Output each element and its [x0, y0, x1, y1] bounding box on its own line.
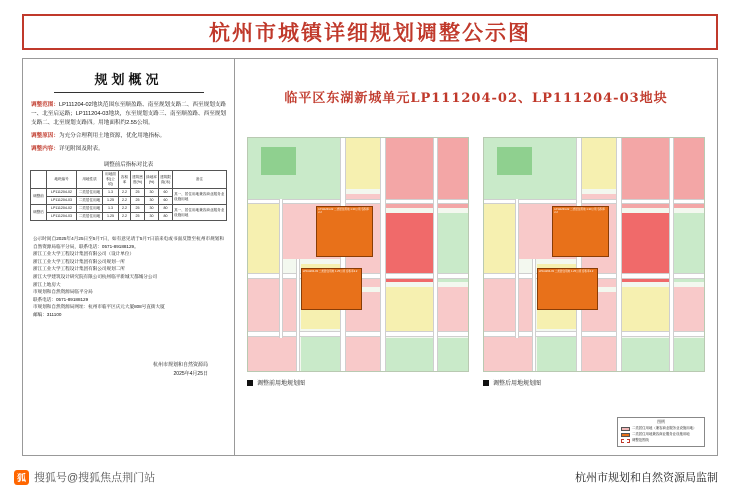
- paragraph-scope-text: LP111204-02地块范围东至顺盈路、南至规划支路二、西至规划支路一、北至启运路；LP111204-03地块，东至规划支路三、南至顺盈路、西至规划支路二、北至规划支路四。用地面积约2.55公顷。: [31, 102, 226, 126]
- row3-c3: 1.25: [103, 213, 119, 221]
- row0-c1: LP111204-02: [47, 189, 77, 197]
- highlight-parcel-02-label: LP111204-02 二类居住用地 1.30公顷 容积率2.2: [318, 207, 370, 215]
- th-7: 建筑限高(米): [159, 171, 173, 189]
- section-title: 规划概况: [94, 73, 163, 88]
- row1-c7: 60: [159, 197, 173, 205]
- footer-source: [14, 469, 155, 485]
- legend-swatch-boundary: [621, 439, 630, 443]
- highlight-parcel-02-label: LP111204-02 二类居住用地 1.30公顷 容积率2.2: [554, 207, 606, 215]
- map-after-caption-row: [483, 378, 705, 387]
- row3-c4: 2.2: [119, 213, 131, 221]
- th-3: 用地面积(公顷): [103, 171, 119, 189]
- map-subtitle: 临平区东湖新城单元LP111204-02、LP111204-03地块: [284, 91, 668, 106]
- legend-swatch-residential: [621, 427, 630, 431]
- contact-line: 浙江工业大学工程设计集团有限公司规划一所: [33, 258, 125, 264]
- index-comparison-table: [30, 170, 227, 221]
- contact-line: 浙江上地房大: [33, 281, 61, 287]
- row2-c1: LP111204-02: [47, 205, 77, 213]
- legend-title: 图例: [657, 420, 665, 424]
- left-column: [23, 59, 235, 455]
- table-header-row: [31, 171, 227, 189]
- row2-c0: 调整后: [31, 205, 47, 221]
- contact-line: 市规划和自然资源局临平分局: [33, 289, 93, 295]
- paragraph-reason: [23, 132, 234, 141]
- row0-c3: 1.3: [103, 189, 119, 197]
- map-before-wrap: [247, 137, 469, 387]
- title-divider: [54, 92, 204, 93]
- legend-item: [621, 438, 701, 443]
- signature-org: 杭州市规划和自然资源局: [152, 361, 208, 368]
- row2-c8: 其一、居住用地兼容商业服务业设施用地: [173, 205, 227, 221]
- th-0: [31, 171, 47, 189]
- contact-line: 联系电话：0571-89188129: [33, 296, 89, 302]
- row2-c2: 二类居住用地: [77, 205, 103, 213]
- row0-c6: 30: [145, 189, 159, 197]
- map-before-caption: 调整前用地规划图: [257, 381, 306, 387]
- contact-line: 公示时间自2025年4月25日至5月7日，如有意见请于5月7日前来电或书面反馈至杭州市规划和自然资源局临平分局，联系电话：0571-89188129。: [33, 236, 224, 249]
- row3-c2: 二类居住用地: [77, 213, 103, 221]
- paragraph-scope-label: 调整范围：: [31, 102, 59, 108]
- row0-c7: 60: [159, 189, 173, 197]
- row0-c5: 25: [131, 189, 145, 197]
- row0-c8: 其一、居住用地兼容商业服务业设施用地: [173, 189, 227, 205]
- paragraph-content: [23, 145, 234, 154]
- row1-c4: 2.2: [119, 197, 131, 205]
- highlight-parcel-03[interactable]: [537, 268, 599, 310]
- paragraph-reason-text: 为充分合理利用土地资源，优化用地指标。: [58, 133, 166, 139]
- row3-c5: 25: [131, 213, 145, 221]
- th-5: 建筑密度(%): [131, 171, 145, 189]
- maps-container: [247, 137, 705, 387]
- row2-c7: 80: [159, 205, 173, 213]
- legend-label: 二类居住用地兼容商业服务业设施用地: [632, 432, 690, 436]
- map-before-caption-row: [247, 378, 469, 387]
- map-after-caption: 调整后用地规划图: [493, 381, 542, 387]
- row2-c6: 30: [145, 205, 159, 213]
- row1-c3: 1.25: [103, 197, 119, 205]
- row2-c3: 1.3: [103, 205, 119, 213]
- row1-c1: LP111204-03: [47, 197, 77, 205]
- row2-c5: 25: [131, 205, 145, 213]
- map-legend: [617, 417, 705, 447]
- row0-c4: 2.2: [119, 189, 131, 197]
- page-title: 杭州市城镇详细规划调整公示图: [209, 20, 531, 45]
- th-6: 绿地率(%): [145, 171, 159, 189]
- footer-publisher: 杭州市规划和自然资源局监制: [575, 471, 718, 484]
- page-title-bar: [22, 14, 718, 50]
- highlight-parcel-02[interactable]: [316, 206, 373, 257]
- th-4: 容积率: [119, 171, 131, 189]
- map-after-wrap: [483, 137, 705, 387]
- legend-item: [621, 432, 701, 437]
- row3-c1: LP111204-03: [47, 213, 77, 221]
- legend-label: 调整范围线: [632, 438, 649, 442]
- row1-c6: 30: [145, 197, 159, 205]
- bullet-square-icon: [483, 380, 489, 386]
- signature-date: 2025年4月25日: [173, 370, 208, 377]
- table-row: [31, 189, 227, 197]
- right-column: [235, 59, 717, 455]
- content-frame: [22, 58, 718, 456]
- map-before[interactable]: [247, 137, 469, 372]
- row1-c5: 25: [131, 197, 145, 205]
- table-row: [31, 205, 227, 213]
- th-8: 备注: [173, 171, 227, 189]
- contact-line: 浙江大学建筑设计研究院有限公司杭州临平新城天都城分公司: [33, 273, 158, 279]
- row0-c2: 二类居住用地: [77, 189, 103, 197]
- map-after[interactable]: [483, 137, 705, 372]
- highlight-parcel-03-label: LP111204-03 二类居住用地 1.25公顷 容积率2.2: [538, 270, 594, 274]
- legend-swatch-mixed: [621, 433, 630, 437]
- footer-source-label: 搜狐号@搜狐焦点荆门站: [34, 472, 156, 484]
- highlight-parcel-03[interactable]: [301, 268, 363, 310]
- table-caption: 调整前后指标对比表: [103, 162, 154, 168]
- row0-c0: 调整前: [31, 189, 47, 205]
- row2-c4: 2.2: [119, 205, 131, 213]
- row3-c7: 80: [159, 213, 173, 221]
- contact-line: 浙江工业大学工程设计集团有限公司规划二所: [33, 266, 125, 272]
- row3-c6: 30: [145, 213, 159, 221]
- highlight-parcel-03-label: LP111204-03 二类居住用地 1.25公顷 容积率2.2: [302, 270, 358, 274]
- paragraph-reason-label: 调整原因：: [31, 133, 59, 139]
- paragraph-content-label: 调整内容：: [31, 146, 59, 152]
- contact-line: 邮编：311100: [33, 311, 62, 317]
- signature-block: [23, 361, 234, 379]
- th-2: 用地性质: [77, 171, 103, 189]
- paragraph-scope: [23, 101, 234, 128]
- legend-label: 二类居住用地（兼容商业服务业设施用地）: [632, 426, 697, 430]
- notice-contact-block: [23, 235, 234, 319]
- highlight-parcel-02[interactable]: [552, 206, 609, 257]
- contact-line: 市规划和自然资源局网址：杭州市临平区庆元大厦808号直街大厦: [33, 304, 165, 310]
- sohu-logo-icon: 狐: [14, 470, 29, 485]
- th-1: 地块编号: [47, 171, 77, 189]
- row1-c2: 二类居住用地: [77, 197, 103, 205]
- legend-item: [621, 426, 701, 431]
- paragraph-content-text: 详见附图及附表。: [58, 146, 104, 152]
- bullet-square-icon: [247, 380, 253, 386]
- contact-line: 浙江工业大学工程设计集团有限公司（设计单位）: [33, 251, 135, 257]
